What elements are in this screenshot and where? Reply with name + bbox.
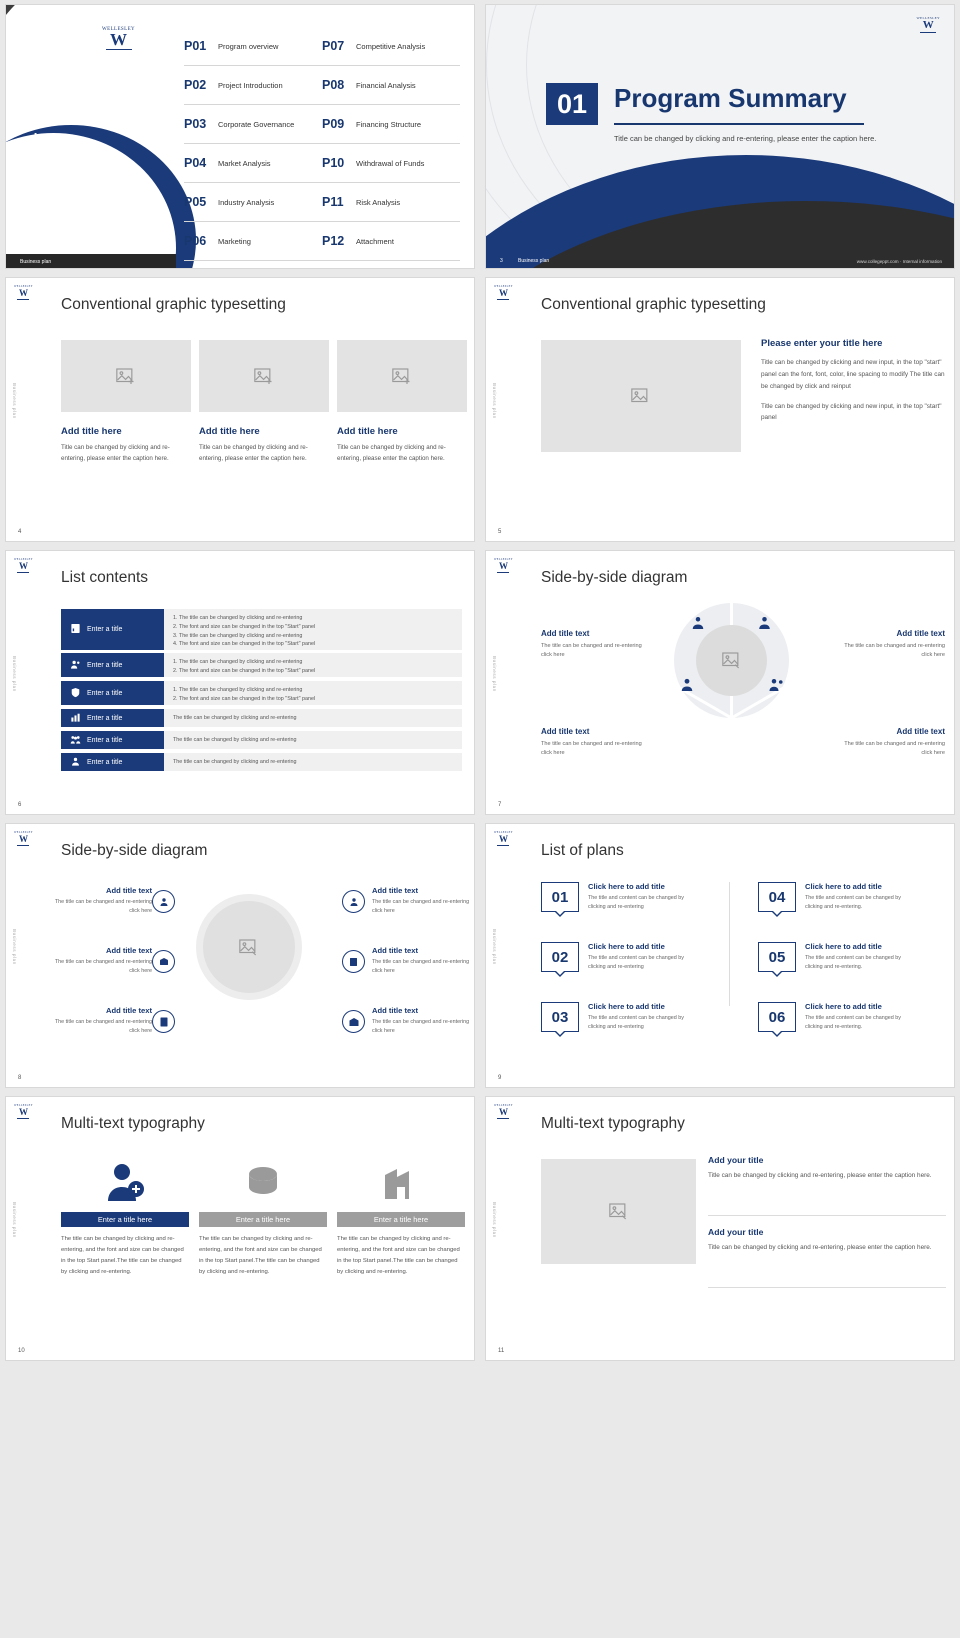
label-body: The title can be changed and re-entering click here — [372, 959, 470, 974]
label-top-right — [833, 629, 945, 660]
group-icon — [70, 734, 81, 747]
column-3 — [337, 1155, 465, 1278]
plan-body: The title and content can be changed by clicking and re-entering. — [805, 1015, 901, 1030]
page-number: 7 — [498, 802, 502, 808]
column-2 — [199, 340, 329, 465]
row-body — [164, 753, 462, 771]
row-tag[interactable] — [61, 731, 164, 749]
person-check-icon — [678, 676, 696, 694]
plan-heading: Click here to add title — [805, 1002, 882, 1011]
slide-multi-text-icons[interactable] — [5, 1096, 475, 1361]
block-divider — [708, 1215, 946, 1216]
logo-rule — [17, 1118, 29, 1119]
page-title: Side-by-side diagram — [61, 842, 208, 859]
wellesley-logo: WELLESLEY W — [14, 831, 33, 844]
toc-label: Corporate Governance — [218, 119, 295, 129]
row-line: The title can be changed by clicking and re-entering — [173, 758, 297, 765]
column-body: Title can be changed by clicking and re-entering, please enter the caption here. — [61, 444, 170, 462]
plan-heading: Click here to add title — [588, 1002, 665, 1011]
row-line: 4. The font and size can be changed in the top "Start" panel — [173, 641, 316, 648]
row-tag[interactable] — [61, 653, 164, 677]
image-placeholder[interactable] — [61, 340, 191, 412]
plan-heading: Click here to add title — [588, 942, 665, 951]
node-icon-6[interactable] — [342, 1010, 365, 1033]
row-body — [164, 731, 462, 749]
toc-label: Financial Analysis — [356, 80, 416, 90]
row-tag[interactable] — [61, 681, 164, 705]
label-right-1 — [372, 886, 470, 915]
block-divider — [708, 1287, 946, 1288]
label-body: The title can be changed and re-entering click here — [372, 899, 470, 914]
image-placeholder[interactable] — [541, 1159, 696, 1264]
text-column — [761, 338, 946, 424]
page-number: 3 — [500, 258, 503, 264]
column-heading: Add title here — [199, 426, 260, 437]
label-heading: Add title text — [372, 946, 418, 955]
label-heading: Add title text — [106, 946, 152, 955]
plan-body: The title and content can be changed by clicking and re-entering — [588, 955, 684, 970]
toc-label: Financing Structure — [356, 119, 422, 129]
label-body: The title can be changed and re-entering click here — [54, 959, 152, 974]
label-body: The title can be changed and re-entering click here — [372, 1019, 470, 1034]
row-tag[interactable] — [61, 753, 164, 771]
people-group-icon — [768, 676, 786, 694]
row-body — [164, 653, 462, 677]
text-block-2 — [708, 1227, 946, 1254]
row-tag-label: Enter a title — [87, 714, 123, 722]
logo-rule — [497, 299, 509, 300]
toc-item[interactable] — [322, 66, 460, 105]
plan-body: The title and content can be changed by clicking and re-entering. — [805, 895, 901, 910]
section-number: 01 — [546, 83, 598, 125]
block-heading: Add your title — [708, 1227, 764, 1237]
page-title: List of plans — [541, 842, 624, 859]
row-tag[interactable] — [61, 609, 164, 650]
slide-image-two-blocks[interactable] — [485, 1096, 955, 1361]
column-body: The title can be changed by clicking and re-entering, and the font and size can be changed in the top Start panel.The title can be changed by clicking and re-entering. — [199, 1236, 322, 1275]
row-tag-label: Enter a title — [87, 661, 123, 669]
toc-number: P09 — [322, 117, 345, 131]
text-heading: Please enter your title here — [761, 338, 883, 349]
image-icon — [392, 368, 412, 385]
toc-item[interactable] — [184, 222, 322, 261]
column-heading: Add title here — [61, 426, 122, 437]
toc-item[interactable] — [322, 27, 460, 66]
label-top-left — [541, 629, 653, 660]
slide-list-contents[interactable] — [5, 550, 475, 815]
plan-body: The title and content can be changed by clicking and re-entering — [588, 1015, 684, 1030]
logo-rule — [106, 49, 132, 50]
slide-contents[interactable] — [5, 4, 475, 269]
label-right-3 — [372, 1006, 470, 1035]
plan-heading: Click here to add title — [805, 942, 882, 951]
image-icon — [609, 1203, 629, 1220]
center-image-placeholder[interactable] — [196, 894, 302, 1000]
toc-label: Project Introduction — [218, 80, 283, 90]
row-tag-label: Enter a title — [87, 758, 123, 766]
page-title: Multi-text typography — [61, 1115, 205, 1132]
plan-item[interactable] — [758, 942, 917, 972]
row-tag[interactable] — [61, 709, 164, 727]
node-icon-1[interactable] — [152, 890, 175, 913]
side-label: Business plan — [12, 656, 17, 692]
node-icon-5[interactable] — [342, 950, 365, 973]
factory-icon — [337, 1155, 465, 1203]
image-icon — [239, 939, 259, 956]
toc-number: P11 — [322, 195, 344, 209]
person-badge-icon — [70, 756, 81, 769]
toc-number: P06 — [184, 234, 207, 248]
page-title: Multi-text typography — [541, 1115, 685, 1132]
section-rule — [614, 123, 864, 125]
slide-hub-diagram[interactable] — [5, 823, 475, 1088]
list-row[interactable] — [61, 709, 462, 727]
label-left-3 — [54, 1006, 152, 1035]
slide-image-and-text[interactable] — [485, 277, 955, 542]
ring-divider — [730, 603, 733, 625]
wellesley-logo: WELLESLEY W — [494, 1104, 513, 1117]
label-body: The title can be changed and re-entering click here — [541, 741, 642, 756]
column-body: The title can be changed by clicking and re-entering, and the font and size can be changed in the top Start panel.The title can be changed by clicking and re-entering. — [61, 1236, 184, 1275]
label-heading: Add title text — [372, 1006, 418, 1015]
toc-item[interactable] — [322, 222, 460, 261]
toc-number: P03 — [184, 117, 207, 131]
plan-number: 06 — [758, 1002, 796, 1032]
contents-vertical-title: CONTENTS — [21, 31, 40, 165]
page-title: List contents — [61, 569, 149, 586]
wellesley-logo: WELLESLEY W — [494, 831, 513, 844]
shield-icon — [70, 687, 81, 700]
footer-label: Business plan — [518, 258, 550, 264]
column-1 — [61, 1155, 189, 1278]
wellesley-logo: WELLESLEY W — [14, 558, 33, 571]
row-line: 3. The title can be changed by clicking and re-entering — [173, 632, 303, 639]
chart-document-icon — [70, 623, 81, 636]
node-icon-2[interactable] — [152, 950, 175, 973]
text-paragraph-1: Title can be changed by clicking and new input, in the top "start" panel can the font, font, color, line spacing to modify The title can be changed by click and reinput — [761, 359, 945, 390]
toc-item[interactable] — [184, 144, 322, 183]
toc-item[interactable] — [322, 105, 460, 144]
label-heading: Add title text — [541, 727, 590, 736]
row-line: 2. The font and size can be changed in the top "Start" panel — [173, 667, 316, 674]
wellesley-logo: WELLESLEY W — [14, 285, 33, 298]
toc-number: P05 — [184, 195, 207, 209]
table-of-contents — [184, 27, 464, 261]
toc-number: P01 — [184, 39, 207, 53]
row-body — [164, 609, 462, 650]
toc-label: Risk Analysis — [356, 197, 401, 207]
label-body: The title can be changed and re-entering click here — [844, 643, 945, 658]
image-icon — [631, 388, 651, 405]
wellesley-logo: WELLESLEY W — [102, 27, 136, 49]
page-number: 10 — [18, 1348, 25, 1354]
page-number: 8 — [18, 1075, 22, 1081]
plan-item[interactable] — [541, 882, 700, 912]
label-body: The title can be changed and re-entering click here — [54, 899, 152, 914]
toc-number: P07 — [322, 39, 345, 53]
toc-item[interactable] — [322, 183, 460, 222]
logo-rule — [17, 299, 29, 300]
center-image-placeholder[interactable] — [696, 625, 767, 696]
label-body: The title can be changed and re-entering click here — [541, 643, 642, 658]
plan-heading: Click here to add title — [805, 882, 882, 891]
list-row[interactable] — [61, 609, 462, 650]
label-heading: Add title text — [106, 1006, 152, 1015]
label-heading: Add title text — [896, 629, 945, 638]
block-body: Title can be changed by clicking and re-entering, please enter the caption here. — [708, 1244, 932, 1251]
row-line: 1. The title can be changed by clicking and re-entering — [173, 615, 303, 621]
toc-number: P10 — [322, 156, 345, 170]
column-heading: Add title here — [337, 426, 398, 437]
row-line: 2. The font and size can be changed in the top "Start" panel — [173, 695, 316, 702]
row-line: 1. The title can be changed by clicking and re-entering — [173, 659, 303, 665]
plan-number: 04 — [758, 882, 796, 912]
row-body — [164, 709, 462, 727]
toc-label: Attachment — [356, 236, 394, 246]
row-line: The title can be changed by clicking and re-entering — [173, 736, 297, 743]
plan-number: 03 — [541, 1002, 579, 1032]
section-heading: Program Summary — [614, 83, 847, 113]
wellesley-logo: WELLESLEY W — [14, 1104, 33, 1117]
toc-number: P04 — [184, 156, 207, 170]
footer-url: www.collegeppt.com · Internal information — [856, 259, 942, 264]
plan-number: 05 — [758, 942, 796, 972]
column-body: Title can be changed by clicking and re-entering, please enter the caption here. — [337, 444, 446, 462]
label-left-1 — [54, 886, 152, 915]
logo-rule — [17, 845, 29, 846]
page-title: Conventional graphic typesetting — [61, 296, 286, 313]
side-label: Business plan — [12, 1202, 17, 1238]
column-body: The title can be changed by clicking and re-entering, and the font and size can be changed in the top Start panel.The title can be changed by clicking and re-entering. — [337, 1236, 460, 1275]
column-bar[interactable]: Enter a title here — [337, 1212, 465, 1227]
slide-three-column-images[interactable] — [5, 277, 475, 542]
slide-radial-diagram[interactable] — [485, 550, 955, 815]
page-title: Conventional graphic typesetting — [541, 296, 766, 313]
person-add-icon — [61, 1155, 189, 1203]
plan-number: 02 — [541, 942, 579, 972]
page-number: 4 — [18, 529, 22, 535]
person-voice-icon — [757, 614, 775, 632]
image-icon — [722, 652, 742, 669]
toc-label: Market Analysis — [218, 158, 271, 168]
logo-rule — [17, 572, 29, 573]
row-line: 2. The font and size can be changed in the top "Start" panel — [173, 623, 316, 630]
row-tag-label: Enter a title — [87, 736, 123, 744]
toc-item[interactable] — [184, 27, 322, 66]
page-number: 11 — [498, 1348, 505, 1354]
column-bar[interactable]: Enter a title here — [61, 1212, 189, 1227]
logo-rule — [497, 572, 509, 573]
side-label: Business plan — [492, 929, 497, 965]
plan-body: The title and content can be changed by clicking and re-entering — [588, 895, 684, 910]
label-right-2 — [372, 946, 470, 975]
list-row[interactable] — [61, 653, 462, 677]
image-placeholder[interactable] — [541, 340, 741, 452]
label-bottom-right — [833, 727, 945, 758]
contents-footer-label: Business plan — [20, 259, 52, 265]
toc-label: Withdrawal of Funds — [356, 158, 425, 168]
node-icon-3[interactable] — [152, 1010, 175, 1033]
list-row[interactable] — [61, 753, 462, 771]
image-placeholder[interactable] — [337, 340, 467, 412]
list-row[interactable] — [61, 731, 462, 749]
section-subtitle: Title can be changed by clicking and re-entering, please enter the caption here. — [614, 134, 877, 143]
page-title: Side-by-side diagram — [541, 569, 688, 586]
plan-item[interactable] — [758, 1002, 917, 1032]
toc-label: Industry Analysis — [218, 197, 275, 207]
plan-number: 01 — [541, 882, 579, 912]
label-heading: Add title text — [896, 727, 945, 736]
logo-rule — [920, 32, 936, 33]
text-block-1 — [708, 1155, 946, 1182]
toc-label: Competitive Analysis — [356, 41, 426, 51]
text-paragraph-2: Title can be changed by clicking and new input, in the top "start" panel — [761, 402, 942, 422]
column-divider — [729, 882, 730, 1006]
page-number: 5 — [498, 529, 502, 535]
block-body: Title can be changed by clicking and re-entering, please enter the caption here. — [708, 1172, 932, 1179]
toc-item[interactable] — [184, 105, 322, 144]
logo-rule — [497, 845, 509, 846]
plan-item[interactable] — [541, 942, 700, 972]
row-body — [164, 681, 462, 705]
wellesley-logo: WELLESLEY W — [494, 285, 513, 298]
column-3 — [337, 340, 467, 465]
team-icon — [689, 614, 707, 632]
column-bar[interactable]: Enter a title here — [199, 1212, 327, 1227]
list-row[interactable] — [61, 681, 462, 705]
column-1 — [61, 340, 191, 465]
label-heading: Add title text — [541, 629, 590, 638]
side-label: Business plan — [12, 383, 17, 419]
side-label: Business plan — [492, 656, 497, 692]
column-2 — [199, 1155, 327, 1278]
bar-chart-icon — [70, 712, 81, 725]
label-bottom-left — [541, 727, 653, 758]
row-tag-label: Enter a title — [87, 626, 123, 633]
label-body: The title can be changed and re-entering click here — [844, 741, 945, 756]
plan-item[interactable] — [758, 882, 917, 912]
side-label: Business plan — [12, 929, 17, 965]
page-number: 6 — [18, 802, 22, 808]
label-body: The title can be changed and re-entering click here — [54, 1019, 152, 1034]
people-icon — [70, 659, 81, 672]
plan-heading: Click here to add title — [588, 882, 665, 891]
toc-number: P02 — [184, 78, 207, 92]
page-number: 9 — [498, 1075, 502, 1081]
wellesley-logo: WELLESLEY W — [916, 16, 940, 32]
plan-item[interactable] — [541, 1002, 700, 1032]
wellesley-logo: WELLESLEY W — [494, 558, 513, 571]
toc-number: P08 — [322, 78, 345, 92]
logo-rule — [497, 1118, 509, 1119]
image-icon — [254, 368, 274, 385]
row-line: 1. The title can be changed by clicking and re-entering — [173, 687, 303, 693]
toc-item[interactable] — [184, 183, 322, 222]
label-left-2 — [54, 946, 152, 975]
side-label: Business plan — [492, 383, 497, 419]
column-body: Title can be changed by clicking and re-entering, please enter the caption here. — [199, 444, 308, 462]
side-label: Business plan — [492, 1202, 497, 1238]
toc-item[interactable] — [184, 66, 322, 105]
node-icon-4[interactable] — [342, 890, 365, 913]
label-heading: Add title text — [372, 886, 418, 895]
toc-label: Program overview — [218, 41, 279, 51]
toc-item[interactable] — [322, 144, 460, 183]
slide-section-title[interactable] — [485, 4, 955, 269]
plan-body: The title and content can be changed by clicking and re-entering. — [805, 955, 901, 970]
image-icon — [116, 368, 136, 385]
block-heading: Add your title — [708, 1155, 764, 1165]
toc-label: Marketing — [218, 236, 251, 246]
image-placeholder[interactable] — [199, 340, 329, 412]
toc-number: P12 — [322, 234, 345, 248]
row-line: The title can be changed by clicking and re-entering — [173, 714, 297, 721]
slide-list-of-plans[interactable] — [485, 823, 955, 1088]
box-icon — [199, 1155, 327, 1203]
label-heading: Add title text — [106, 886, 152, 895]
row-tag-label: Enter a title — [87, 689, 123, 697]
